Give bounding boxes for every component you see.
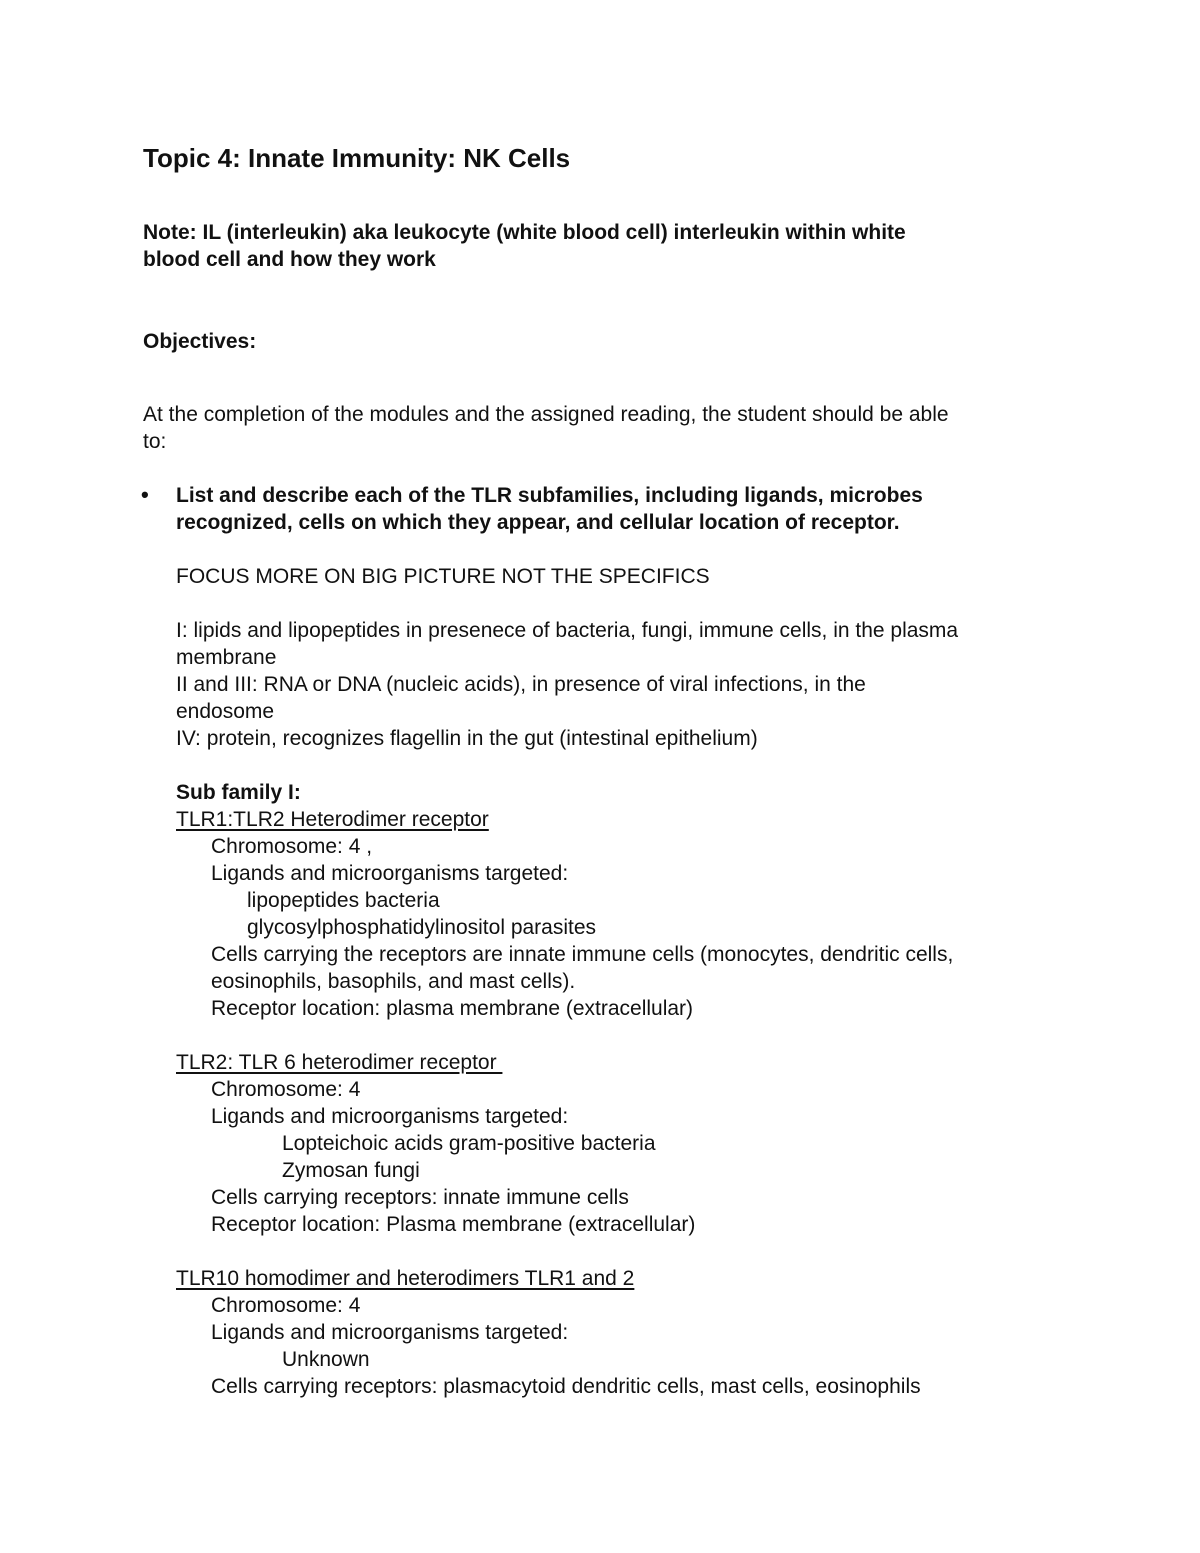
objectives-heading: Objectives: <box>143 330 257 353</box>
tlr2-tlr6-ligand-2: Zymosan fungi <box>282 1159 420 1182</box>
summary-line-3: II and III: RNA or DNA (nucleic acids), in presence of viral infections, in the <box>176 673 866 696</box>
tlr2-tlr6-ligands-label: Ligands and microorganisms targeted: <box>211 1105 569 1128</box>
intro-line-2: to: <box>143 430 167 453</box>
tlr2-tlr6-cells: Cells carrying receptors: innate immune cells <box>211 1186 629 1209</box>
tlr2-tlr6-heading: TLR2: TLR 6 heterodimer receptor <box>176 1051 503 1074</box>
tlr10-heading: TLR10 homodimer and heterodimers TLR1 and 2 <box>176 1267 635 1290</box>
tlr2-tlr6-chromosome: Chromosome: 4 <box>211 1078 361 1101</box>
tlr1-tlr2-ligand-2: glycosylphosphatidylinositol parasites <box>247 916 597 939</box>
tlr1-tlr2-heading: TLR1:TLR2 Heterodimer receptor <box>176 808 489 831</box>
tlr1-tlr2-cells-line-2: eosinophils, basophils, and mast cells). <box>211 970 576 993</box>
intro-line-1: At the completion of the modules and the assigned reading, the student should be able <box>143 403 949 426</box>
summary-line-5: IV: protein, recognizes flagellin in the gut (intestinal epithelium) <box>176 727 758 750</box>
tlr1-tlr2-chromosome: Chromosome: 4 , <box>211 835 373 858</box>
note-line-1: Note: IL (interleukin) aka leukocyte (white blood cell) interleukin within white <box>143 221 906 244</box>
note-line-2: blood cell and how they work <box>143 248 436 271</box>
objective-line-2: recognized, cells on which they appear, and cellular location of receptor. <box>176 511 900 534</box>
tlr2-tlr6-ligand-1: Lopteichoic acids gram-positive bacteria <box>282 1132 656 1155</box>
tlr1-tlr2-cells-line-1: Cells carrying the receptors are innate immune cells (monocytes, dendritic cells, <box>211 943 954 966</box>
tlr1-tlr2-ligand-1: lipopeptides bacteria <box>247 889 440 912</box>
tlr2-tlr6-location: Receptor location: Plasma membrane (extracellular) <box>211 1213 696 1236</box>
tlr10-ligands-label: Ligands and microorganisms targeted: <box>211 1321 569 1344</box>
tlr1-tlr2-ligands-label: Ligands and microorganisms targeted: <box>211 862 569 885</box>
tlr10-chromosome: Chromosome: 4 <box>211 1294 361 1317</box>
tlr10-cells: Cells carrying receptors: plasmacytoid dendritic cells, mast cells, eosinophils <box>211 1375 921 1398</box>
objective-line-1: List and describe each of the TLR subfamilies, including ligands, microbes <box>176 484 923 507</box>
summary-line-4: endosome <box>176 700 275 723</box>
tlr1-tlr2-location: Receptor location: plasma membrane (extracellular) <box>211 997 694 1020</box>
tlr10-ligand-1: Unknown <box>282 1348 370 1371</box>
page-title: Topic 4: Innate Immunity: NK Cells <box>143 143 571 173</box>
focus-note: FOCUS MORE ON BIG PICTURE NOT THE SPECIFICS <box>176 565 710 588</box>
summary-line-1: I: lipids and lipopeptides in presenece of bacteria, fungi, immune cells, in the plasma <box>176 619 959 642</box>
summary-line-2: membrane <box>176 646 277 669</box>
bullet-icon: • <box>141 482 149 507</box>
subfamily-heading: Sub family I: <box>176 781 301 804</box>
